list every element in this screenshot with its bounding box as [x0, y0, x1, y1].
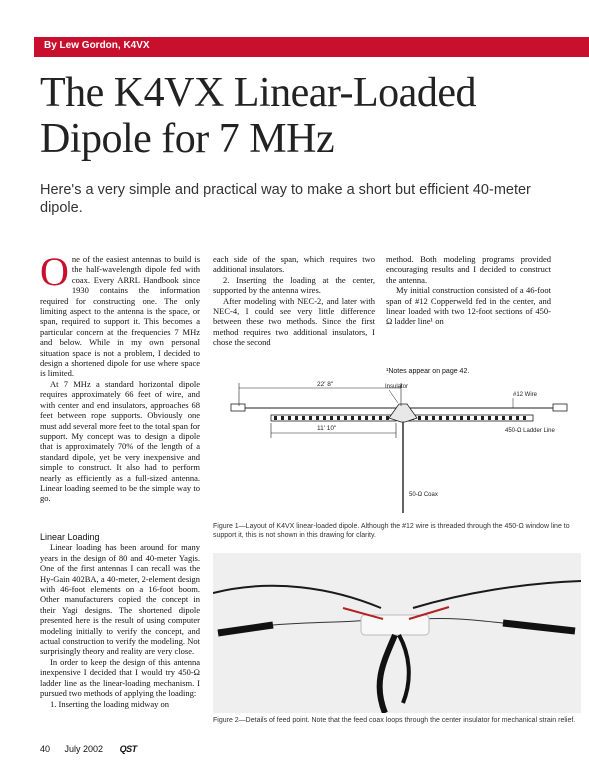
column-1 [40, 249, 200, 504]
column-1-lower [40, 532, 200, 709]
label-wire: #12 Wire [513, 392, 538, 398]
issue-date: July 2002 [64, 744, 104, 754]
figure-2-caption: Figure 2—Details of feed point. Note that the feed coax loops through the center insulator for mechanical strain relief. [213, 717, 576, 724]
label-ladder-line: 450-Ω Ladder Line [505, 428, 555, 434]
paragraph: 2. Inserting the loading at the center, supported by the antenna wires. [213, 274, 375, 296]
paragraph-intro [40, 249, 200, 379]
paragraph: 1. Inserting the loading midway on [50, 698, 169, 709]
paragraph-intro-text: ne of the easiest antennas to build is the half-wavelength dipole fed with coax. Every ARRL Handbook since 1930 contains the information required for constructing one. The only limiting aspect to the antenna is the space, or span, required to support it. This becomes a particular concern at the frequencies 7 MHz and below. While in my own personal situation space is not a problem, I decided to design a shortened dipole for use where space is limited. [40, 254, 200, 379]
column-2 [213, 254, 375, 348]
paragraph: each side of the span, which requires two additional insulators. [213, 254, 375, 275]
section-heading: Linear Loading [40, 532, 100, 542]
label-coax: 50-Ω Coax [409, 492, 438, 498]
column-3 [386, 254, 551, 327]
paragraph: Linear loading has been around for many years in the design of 80 and 40-meter Yagis. One of the first antennas I can recall was the Hy-Gain 402BA, a 40-meter, 2-element design with 46-foot elements on a 16-foot boom. Other manufacturers copied the concept in their Yagi designs. The shortened dipole presented here is the result of using computer modeling initially to verify the concept, and actual construction to verify the modeling. Not surprisingly theory and reality are very close. [40, 542, 200, 657]
figure-background [213, 378, 581, 520]
drop-cap: O [40, 249, 69, 294]
page-footer [40, 744, 137, 754]
title-line-1: The K4VX Linear-Loaded [40, 70, 476, 116]
center-insulator-photo [361, 615, 429, 635]
figure-1-caption: Figure 1—Layout of K4VX linear-loaded dipole. Although the #12 wire is threaded through the 450-Ω window line to support it, this is not shown in this drawing for clarity. [213, 523, 570, 539]
label-overall-length: 22' 8" [317, 381, 334, 388]
ladder-line-left [271, 415, 396, 421]
label-insulator: Insulator [385, 384, 409, 390]
paragraph: method. Both modeling programs provided encouraging results and I decided to construct the antenna. [386, 254, 551, 285]
byline: By Lew Gordon, K4VX [44, 40, 150, 51]
page-number: 40 [40, 744, 51, 754]
magazine-logo: QST [119, 744, 137, 754]
paragraph: At 7 MHz a standard horizontal dipole requires approximately 66 feet of wire, and with center and end insulators, approaches 68 feet between rope supports. Obviously one must add several more feet to the total span for support. My concept was to design a dipole that is approximately 70% of the length of a standard dipole, yet be very inexpensive and simple to construct. It also had to perform nearly as efficiently as a full-sized antenna. Linear loading seemed to be the simple way to go. [40, 378, 200, 504]
end-insulator-left [231, 404, 245, 411]
ladder-line-right [408, 415, 533, 421]
end-insulator-right [553, 404, 567, 411]
title-line-2: Dipole for 7 MHz [40, 116, 335, 162]
figure-2-photo [213, 553, 581, 713]
paragraph: In order to keep the design of this antenna inexpensive I decided that I would try 450-Ω ladder line as the linear-loading mechanism. I pursued two methods of applying the loading: [40, 656, 200, 699]
paragraph: My initial construction consisted of a 46-foot span of #12 Copperweld fed in the center, and linear loaded with two 12-foot sections of 450-Ω ladder line¹ on [386, 285, 551, 327]
subtitle: Here's a very simple and practical way to make a short but efficient 40-meter dipole. [40, 182, 531, 216]
figure-1-diagram [213, 378, 581, 520]
label-loading-length: 11' 10" [317, 425, 337, 432]
notes-reference: ¹Notes appear on page 42. [386, 368, 470, 375]
article-title [40, 70, 580, 162]
paragraph: After modeling with NEC-2, and later with NEC-4, I could see very little difference between these two methods. Since the first method requires two additional insulators, I chose the second [213, 295, 375, 348]
